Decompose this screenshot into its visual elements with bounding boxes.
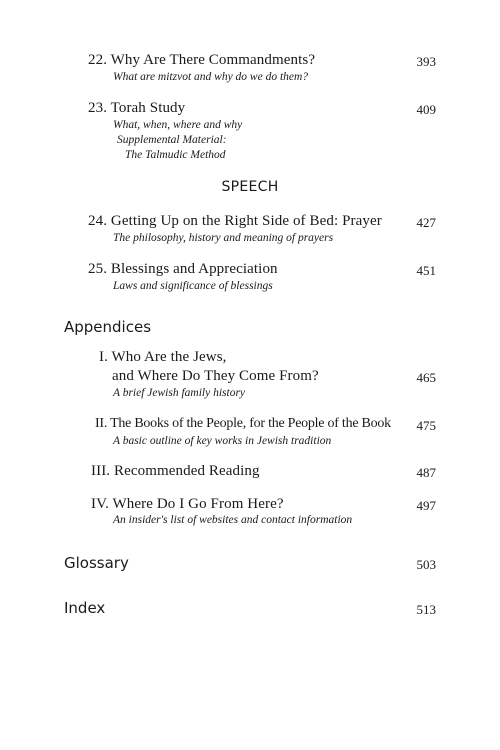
- appendix-1-title-line-2: and Where Do They Come From?: [112, 368, 319, 384]
- appendix-1-subtitle: A brief Jewish family history: [113, 387, 246, 399]
- toc-entry-22-title: 22. Why Are There Commandments?: [88, 52, 316, 68]
- appendix-4-title: IV. Where Do I Go From Here?: [91, 496, 284, 512]
- appendix-2-title: II. The Books of the People, for the People of the Book: [95, 416, 391, 431]
- toc-entry-24-subtitle: The philosophy, history and meaning of prayers: [113, 232, 334, 244]
- appendix-4-subtitle: An insider's list of websites and contact information: [113, 514, 353, 526]
- appendix-2-page: 475: [416, 418, 436, 433]
- section-heading-speech: SPEECH: [221, 179, 279, 195]
- toc-entry-25-title: 25. Blessings and Appreciation: [88, 261, 278, 277]
- appendix-3-title: III. Recommended Reading: [91, 463, 260, 479]
- appendix-1-page: 465: [416, 370, 436, 385]
- toc-entry-22-page: 393: [416, 54, 436, 69]
- appendices-heading: Appendices: [64, 318, 152, 336]
- glossary-heading: Glossary: [64, 554, 129, 572]
- index-heading: Index: [64, 599, 106, 617]
- toc-entry-23-subtitle-3: The Talmudic Method: [125, 149, 226, 161]
- toc-entry-25-subtitle: Laws and significance of blessings: [113, 280, 273, 292]
- toc-entry-24-page: 427: [416, 215, 436, 230]
- toc-entry-23-subtitle-2: Supplemental Material:: [117, 134, 227, 146]
- appendix-4-page: 497: [416, 498, 436, 513]
- glossary-page: 503: [416, 557, 436, 572]
- toc-entry-23-page: 409: [416, 102, 436, 117]
- toc-entry-22-subtitle: What are mitzvot and why do we do them?: [113, 71, 309, 83]
- toc-entry-23-subtitle-1: What, when, where and why: [113, 119, 243, 131]
- appendix-3-page: 487: [416, 465, 436, 480]
- toc-entry-24-title: 24. Getting Up on the Right Side of Bed: Prayer: [88, 213, 382, 229]
- toc-entry-23-title: 23. Torah Study: [88, 100, 186, 116]
- toc-entry-25-page: 451: [416, 263, 436, 278]
- appendix-2-subtitle: A basic outline of key works in Jewish tradition: [113, 435, 332, 447]
- appendix-1-title-line-1: I. Who Are the Jews,: [99, 349, 227, 365]
- index-page: 513: [416, 602, 436, 617]
